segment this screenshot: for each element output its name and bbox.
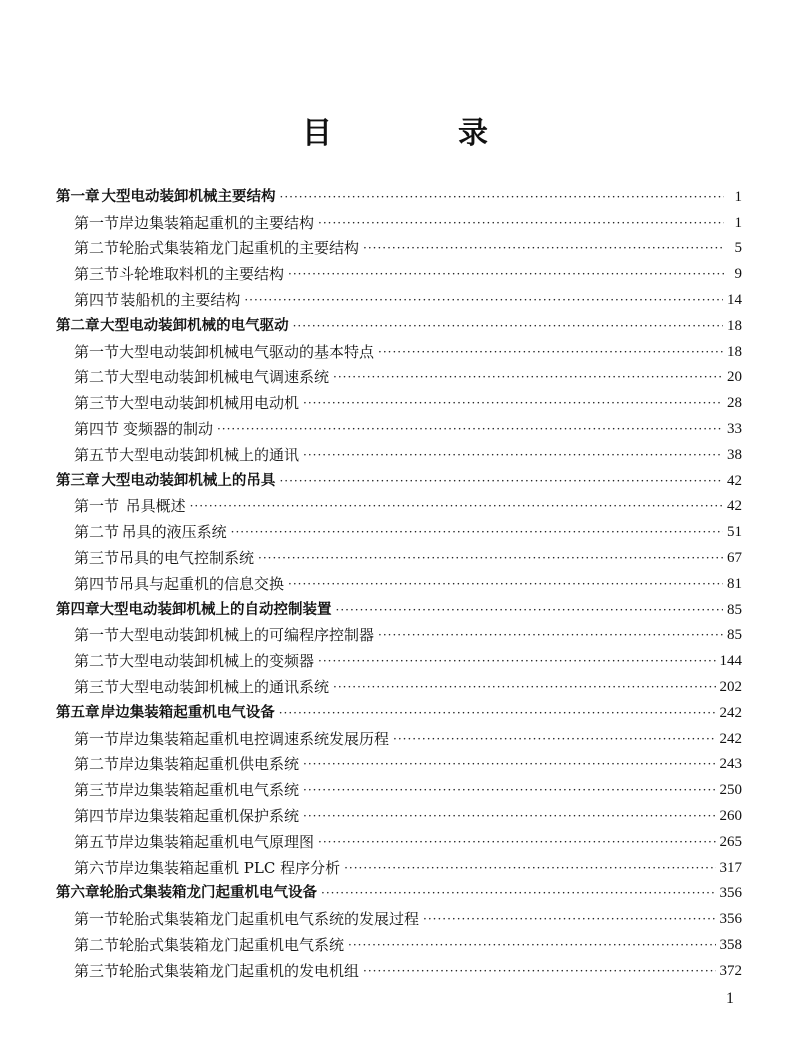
entry-title: 大型电动装卸机械用电动机	[119, 394, 300, 413]
entry-number: 第四节	[74, 806, 120, 825]
entry-title: 大型电动装卸机械上的通讯	[119, 445, 300, 464]
entry-title: 吊具的电气控制系统	[119, 548, 255, 567]
toc-section-entry	[56, 955, 742, 981]
dot-leader	[231, 522, 723, 542]
entry-page-number: 1	[734, 214, 742, 231]
entry-number: 第一节	[74, 910, 120, 929]
entry-title: 岸边集装箱起重机 PLC 程序分析	[119, 858, 341, 877]
entry-number: 第三节	[74, 548, 120, 567]
entry-page-number: 42	[727, 472, 742, 489]
dot-leader	[318, 213, 724, 233]
dot-leader	[318, 651, 715, 671]
dot-leader	[423, 909, 715, 929]
toc-chapter-entry	[56, 310, 742, 336]
entry-title: 斗轮堆取料机的主要结构	[119, 265, 285, 284]
toc-section-entry	[56, 336, 742, 362]
entry-number: 第一节	[74, 342, 120, 361]
entry-page-number: 202	[719, 678, 742, 695]
dot-leader	[258, 548, 723, 568]
toc-section-entry	[56, 903, 742, 929]
toc-section-entry	[56, 233, 742, 259]
entry-number: 第二节	[74, 935, 120, 954]
entry-title: 岸边集装箱起重机供电系统	[119, 755, 300, 774]
entry-number: 第六章	[56, 885, 100, 902]
entry-page-number: 250	[719, 782, 742, 799]
entry-page-number: 51	[727, 524, 742, 541]
entry-title: 大型电动装卸机械上的通讯系统	[119, 677, 330, 696]
entry-number: 第四节	[74, 574, 120, 593]
page-title: 目 录	[302, 116, 536, 151]
entry-page-number: 14	[727, 291, 742, 308]
toc-section-entry	[56, 852, 742, 878]
entry-number: 第五章	[56, 704, 100, 721]
dot-leader	[244, 290, 723, 310]
dot-leader	[321, 883, 716, 903]
entry-number: 第三节	[74, 677, 120, 696]
dot-leader	[288, 264, 724, 284]
entry-number: 第一节	[74, 213, 120, 232]
dot-leader	[303, 393, 723, 413]
entry-number: 第三节	[74, 265, 120, 284]
entry-page-number: 33	[727, 420, 742, 437]
entry-page-number: 42	[727, 498, 742, 515]
toc-section-entry	[56, 749, 742, 775]
toc-section-entry	[56, 258, 742, 284]
entry-number: 第二章	[56, 317, 100, 334]
entry-title: 吊具与起重机的信息交换	[119, 574, 285, 593]
dot-leader	[279, 703, 716, 723]
entry-number: 第三节	[74, 394, 120, 413]
entry-number: 第六节	[74, 858, 120, 877]
entry-title: 大型电动装卸机械上的自动控制装置	[99, 601, 332, 618]
entry-title: 岸边集装箱起重机保护系统	[119, 806, 300, 825]
entry-number: 第二节	[74, 368, 120, 387]
toc-section-entry	[56, 645, 742, 671]
entry-number: 第三节	[74, 961, 120, 980]
entry-title: 岸边集装箱起重机电气原理图	[119, 832, 315, 851]
entry-page-number: 265	[719, 833, 742, 850]
dot-leader	[280, 187, 724, 207]
toc-section-entry	[56, 516, 742, 542]
entry-number: 第五节	[74, 445, 120, 464]
dot-leader	[288, 574, 723, 594]
entry-page-number: 9	[734, 266, 742, 283]
dot-leader	[190, 496, 723, 516]
entry-page-number: 85	[727, 601, 742, 618]
entry-number: 第一章	[56, 188, 100, 205]
page-number: 1	[726, 990, 734, 1007]
entry-number: 第二节	[74, 239, 120, 258]
toc-section-entry	[56, 929, 742, 955]
dot-leader	[336, 600, 724, 620]
entry-title: 轮胎式集装箱龙门起重机电气系统的发展过程	[119, 910, 420, 929]
entry-page-number: 317	[719, 859, 742, 876]
entry-number: 第二节	[74, 652, 120, 671]
toc-section-entry	[56, 774, 742, 800]
entry-page-number: 28	[727, 395, 742, 412]
entry-title: 大型电动装卸机械上的吊具	[101, 472, 276, 489]
toc-section-entry	[56, 826, 742, 852]
entry-page-number: 20	[727, 369, 742, 386]
entry-title: 轮胎式集装箱龙门起重机电气设备	[99, 885, 317, 902]
entry-page-number: 372	[719, 962, 742, 979]
toc-section-entry	[56, 387, 742, 413]
entry-title: 大型电动装卸机械的电气驱动	[100, 317, 289, 334]
toc-chapter-entry	[56, 697, 742, 723]
entry-number: 第四节	[74, 290, 120, 309]
entry-page-number: 85	[727, 627, 742, 644]
dot-leader	[303, 780, 715, 800]
toc-section-entry	[56, 207, 742, 233]
entry-number: 第一节	[74, 729, 120, 748]
entry-page-number: 18	[727, 317, 742, 334]
entry-title: 大型电动装卸机械上的可编程序控制器	[119, 626, 375, 645]
entry-title: 岸边集装箱起重机的主要结构	[119, 213, 315, 232]
entry-title: 轮胎式集装箱龙门起重机的发电机组	[119, 961, 360, 980]
dot-leader	[279, 471, 723, 491]
entry-page-number: 242	[719, 730, 742, 747]
entry-title: 吊具概述	[125, 497, 186, 516]
entry-title: 吊具的液压系统	[121, 523, 227, 542]
table-of-contents	[56, 181, 742, 981]
dot-leader	[363, 961, 715, 981]
entry-title: 岸边集装箱起重机电控调速系统发展历程	[119, 729, 390, 748]
dot-leader	[333, 367, 723, 387]
entry-page-number: 38	[727, 446, 742, 463]
toc-section-entry	[56, 284, 742, 310]
entry-page-number: 144	[719, 653, 742, 670]
entry-page-number: 81	[727, 575, 742, 592]
entry-title: 大型电动装卸机械主要结构	[101, 188, 276, 205]
entry-title: 装船机的主要结构	[120, 290, 241, 309]
entry-title: 岸边集装箱起重机电气设备	[100, 704, 275, 721]
entry-page-number: 358	[719, 936, 742, 953]
entry-title: 轮胎式集装箱龙门起重机的主要结构	[119, 239, 360, 258]
toc-chapter-entry	[56, 465, 742, 491]
entry-title: 变频器的制动	[122, 419, 213, 438]
entry-title: 大型电动装卸机械上的变频器	[119, 652, 315, 671]
entry-page-number: 356	[719, 911, 742, 928]
entry-number: 第三章	[56, 472, 100, 489]
dot-leader	[348, 935, 715, 955]
toc-section-entry	[56, 413, 742, 439]
toc-chapter-entry	[56, 594, 742, 620]
entry-number: 第二节	[74, 755, 120, 774]
entry-title: 轮胎式集装箱龙门起重机电气系统	[119, 935, 345, 954]
entry-page-number: 1	[734, 188, 742, 205]
toc-section-entry	[56, 620, 742, 646]
entry-page-number: 243	[719, 756, 742, 773]
entry-title: 大型电动装卸机械电气调速系统	[119, 368, 330, 387]
dot-leader	[303, 754, 715, 774]
entry-number: 第一节	[74, 497, 120, 516]
toc-section-entry	[56, 491, 742, 517]
toc-section-entry	[56, 568, 742, 594]
entry-title: 大型电动装卸机械电气驱动的基本特点	[119, 342, 375, 361]
toc-section-entry	[56, 542, 742, 568]
dot-leader	[378, 625, 723, 645]
dot-leader	[303, 445, 723, 465]
entry-page-number: 356	[719, 885, 742, 902]
entry-number: 第二节	[74, 523, 120, 542]
toc-section-entry	[56, 723, 742, 749]
toc-chapter-entry	[56, 878, 742, 904]
dot-leader	[333, 677, 715, 697]
toc-section-entry	[56, 362, 742, 388]
dot-leader	[393, 729, 715, 749]
entry-number: 第四节	[74, 419, 120, 438]
dot-leader	[217, 419, 723, 439]
entry-page-number: 242	[719, 704, 742, 721]
dot-leader	[293, 316, 723, 336]
toc-section-entry	[56, 671, 742, 697]
dot-leader	[363, 238, 724, 258]
entry-number: 第三节	[74, 781, 120, 800]
toc-section-entry	[56, 800, 742, 826]
dot-leader	[344, 858, 715, 878]
entry-page-number: 18	[727, 343, 742, 360]
toc-chapter-entry	[56, 181, 742, 207]
dot-leader	[303, 806, 715, 826]
dot-leader	[378, 342, 723, 362]
entry-number: 第一节	[74, 626, 120, 645]
entry-page-number: 260	[719, 807, 742, 824]
entry-page-number: 67	[727, 549, 742, 566]
entry-number: 第五节	[74, 832, 120, 851]
toc-section-entry	[56, 439, 742, 465]
entry-number: 第四章	[56, 601, 100, 618]
entry-page-number: 5	[734, 240, 742, 257]
entry-title: 岸边集装箱起重机电气系统	[119, 781, 300, 800]
dot-leader	[318, 832, 715, 852]
